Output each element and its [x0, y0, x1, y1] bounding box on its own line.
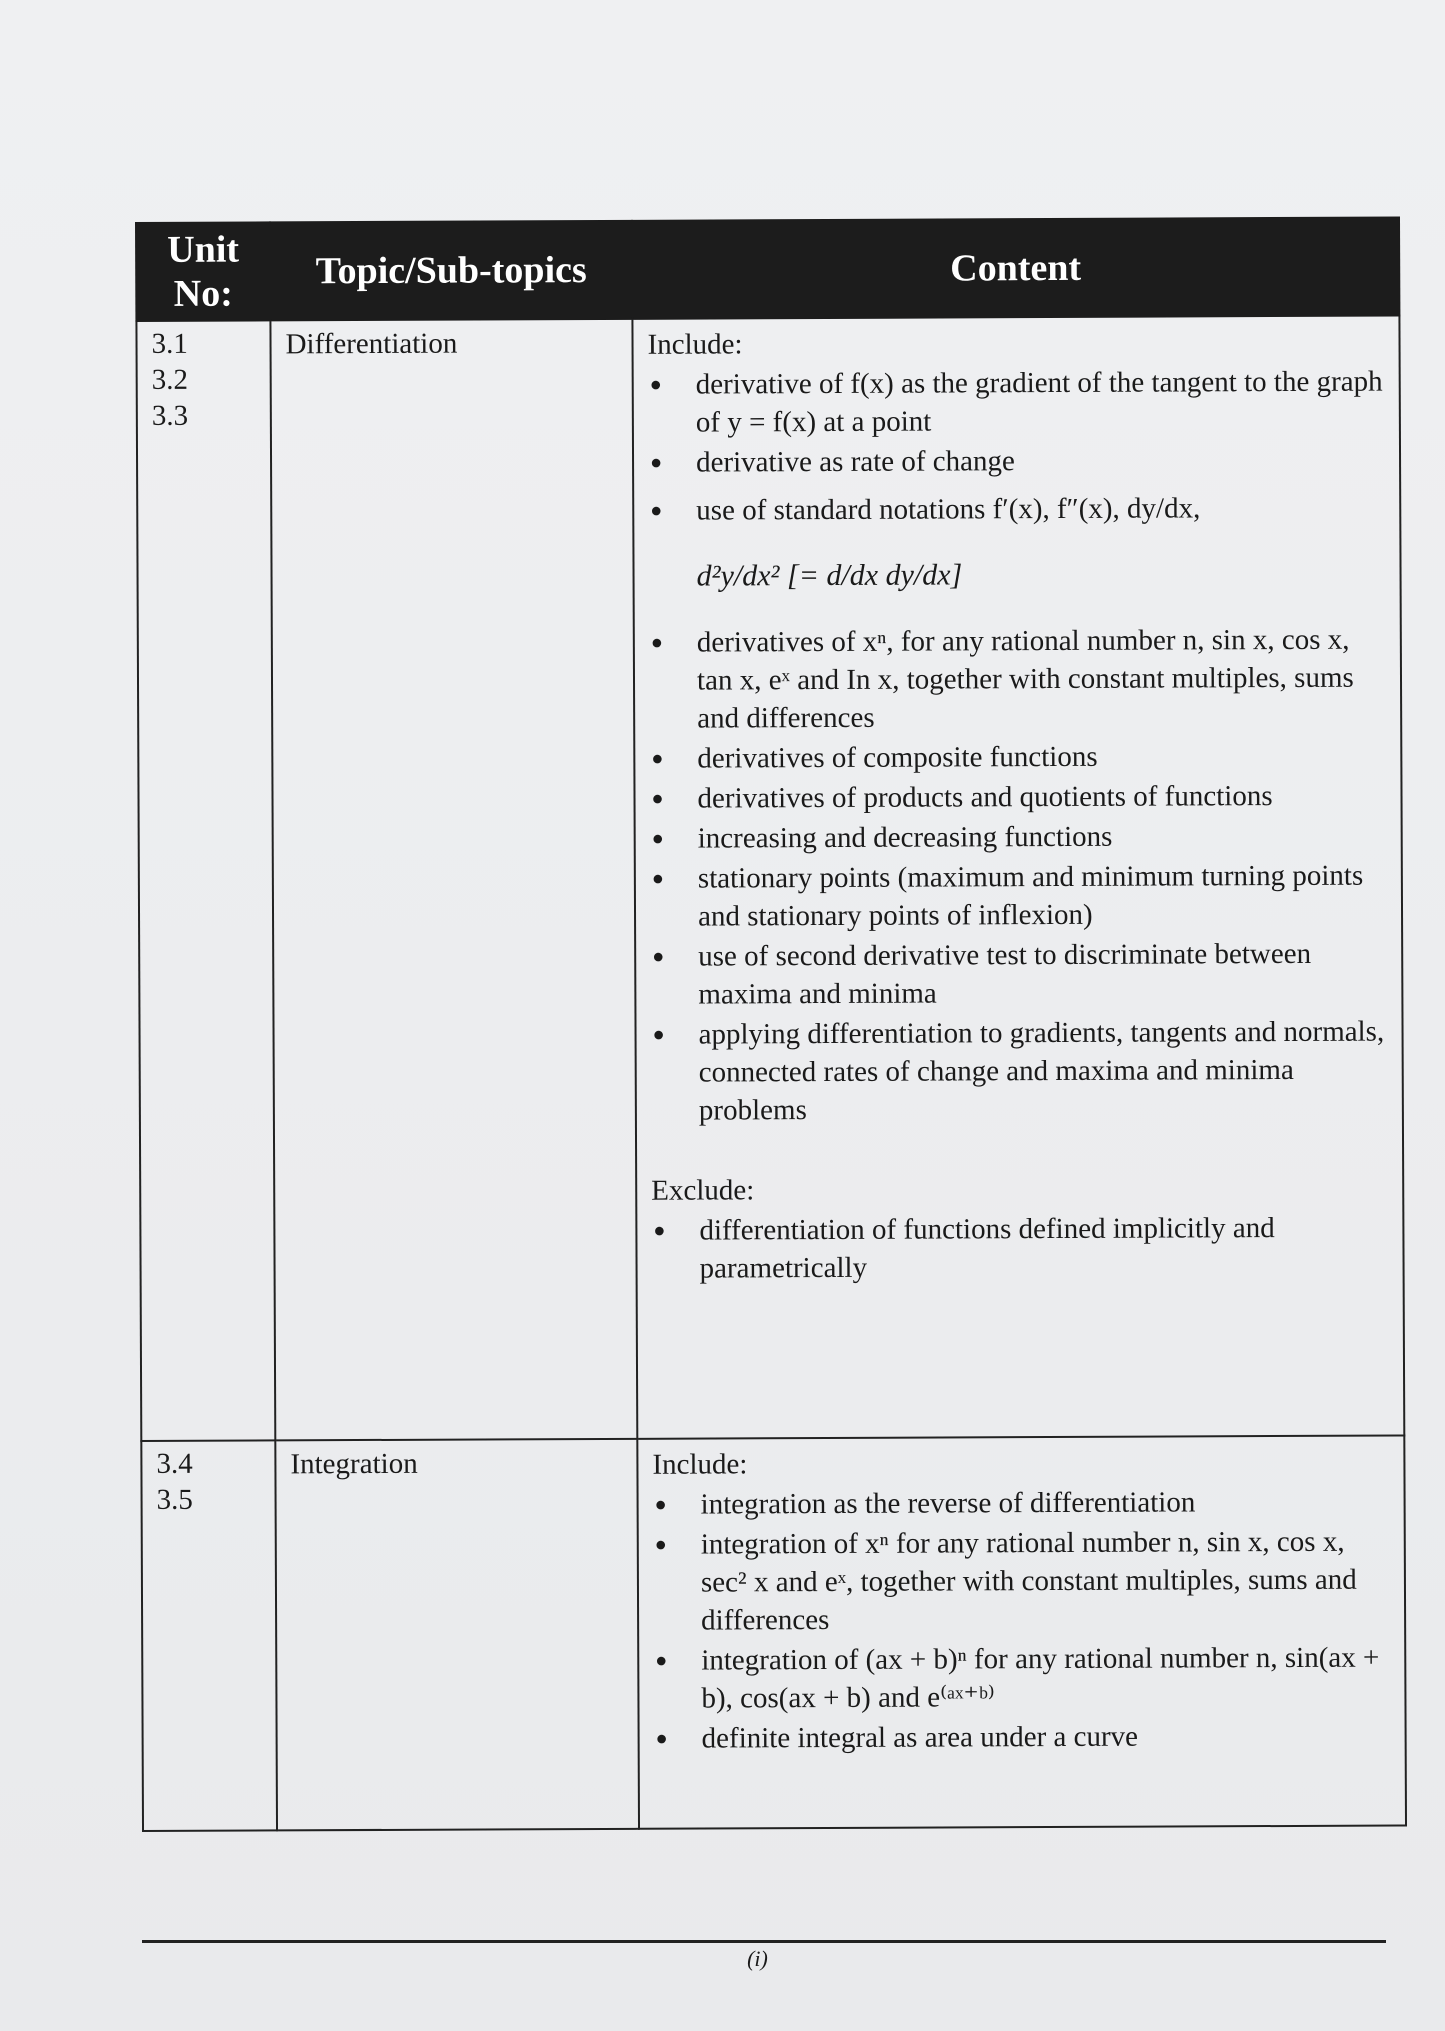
list-item: ● definite integral as area under a curve: [654, 1717, 1391, 1758]
include-label: Include:: [647, 328, 743, 361]
header-topic: Topic/Sub-topics: [270, 221, 632, 321]
list-item: ● integration of (ax + b)ⁿ for any rational number n, sin(ax + b), cos(ax + b) and e⁽ᵃˣ⁺ᵇ⁾: [653, 1639, 1390, 1718]
unit-number: 3.1: [151, 327, 188, 360]
content-cell: [637, 1435, 1406, 1828]
table-row-integration: [141, 1435, 1406, 1831]
exclude-list: [651, 1209, 1388, 1288]
list-item: ● differentiation of functions defined implicitly and parametrically: [651, 1209, 1388, 1288]
list-item: ● applying differentiation to gradients, tangents and normals, connected rates of change and maxima and minima problems: [650, 1013, 1387, 1130]
second-derivative-notation: [648, 531, 1385, 624]
unit-numbers-cell: [141, 1440, 277, 1831]
exclude-label: Exclude:: [651, 1174, 755, 1207]
list-item: ● derivative as rate of change: [648, 441, 1385, 482]
topic-cell: [270, 319, 637, 1441]
syllabus-table: [135, 216, 1407, 1832]
unit-number: 3.3: [151, 399, 189, 432]
list-item: [648, 489, 1385, 530]
list-item: ● integration of xⁿ for any rational number n, sin x, cos x, sec² x and eˣ, together with constant multiples, sums and differences: [653, 1523, 1390, 1640]
include-label: Include:: [652, 1448, 748, 1481]
header-unit-no: [136, 222, 270, 321]
topic-cell: [275, 1439, 639, 1831]
topic-name: Integration: [290, 1447, 418, 1481]
unit-number: 3.2: [151, 363, 189, 396]
notation-text: use of standard notations f′(x), f″(x), dy/dx,: [696, 492, 1201, 527]
footer-rule: [142, 1940, 1386, 1943]
page-number: (i): [747, 1946, 768, 1971]
list-item: ● derivative of f(x) as the gradient of the tangent to the graph of y = f(x) at a point: [648, 363, 1385, 442]
header-row: [136, 217, 1399, 321]
list-item: ● derivatives of composite functions: [649, 737, 1386, 778]
list-item: ● use of second derivative test to discriminate between maxima and minima: [650, 935, 1387, 1014]
header-content: Content: [632, 217, 1399, 318]
header-unit-line1: Unit: [167, 228, 240, 271]
include-list: [653, 1483, 1391, 1758]
content-cell: [632, 315, 1404, 1438]
list-item: ● stationary points (maximum and minimum turning points and stationary points of inflexion): [650, 857, 1387, 936]
include-list: [648, 363, 1386, 530]
list-item: ● integration as the reverse of differentiation: [653, 1483, 1390, 1524]
unit-number: 3.4: [156, 1447, 193, 1480]
list-item: ● increasing and decreasing functions: [650, 817, 1387, 858]
unit-number: 3.5: [156, 1483, 193, 1516]
include-list-continued: [649, 621, 1388, 1130]
list-item: ● derivatives of xⁿ, for any rational number n, sin x, cos x, tan x, eˣ and In x, together with constant multiples, sums and differences: [649, 621, 1386, 738]
topic-name: Differentiation: [285, 327, 458, 361]
unit-numbers-cell: [136, 320, 275, 1441]
header-unit-line2: No:: [173, 272, 233, 315]
table-row-differentiation: [136, 315, 1404, 1441]
second-derivative-text: d²y/dx² [= d/dx dy/dx]: [696, 558, 963, 593]
list-item: ● derivatives of products and quotients of functions: [649, 777, 1386, 818]
